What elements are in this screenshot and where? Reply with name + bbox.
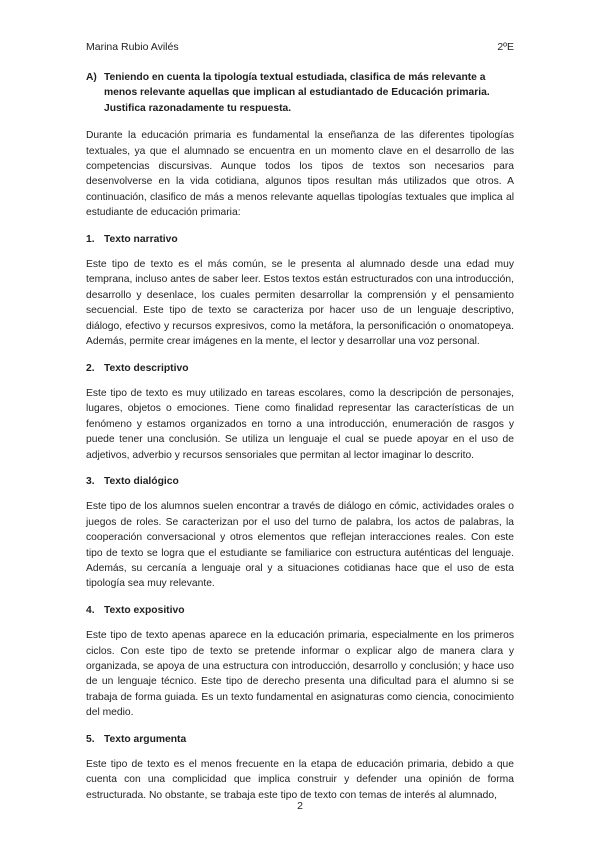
section-number: 5. [86, 733, 95, 745]
section-body-descriptivo: Este tipo de texto es muy utilizado en tareas escolares, como la descripción de personajes, lugares, objetos o emociones. Tiene como finalidad representar las características de un fenómeno y estamos organizados en torno a una introducción, enumeración de rasgos y puede tener una conclusión. Se utiliza un lenguaje el cual se puede apoyar en el uso de adjetivos, adverbio y recursos sensoriales que permitan al lector imaginar lo descrito. [86, 387, 514, 461]
section-body-expositivo: Este tipo de texto apenas aparece en la educación primaria, especialmente en los primeros ciclos. Con este tipo de texto se pretende informar o explicar algo de manera clara y organizada, se apoya de una estructura con introducción, desarrollo y conclusión; y hace uso de un lenguaje técnico. Este tipo de derecho presenta una dificultad para el alumno si se trabaja de forma guiada. Es un texto fundamental en asignaturas como ciencia, conocimiento del medio. [86, 630, 514, 719]
section-number: 2. [86, 362, 95, 374]
section-body-narrativo: Este tipo de texto es el más común, se le presenta al alumnado desde una edad muy temprana, incluso antes de saber leer. Estos textos están estructurados con una introducción, desarrollo y desenlace, los cuales permiten desarrollar la comprensión y el pensamiento secuencial. Este tipo de texto se caracteriza por hacer uso de un lenguaje descriptivo, diálogo, efectivo y recursos expresivos, como la metáfora, la personificación o onomatopeya. Además, permite crear imágenes en la mente, el lector y desarrollar una voz personal. [86, 259, 514, 348]
section-title: Texto narrativo [104, 233, 178, 245]
intro-paragraph: Durante la educación primaria es fundamental la enseñanza de las diferentes tipologías textuales, ya que el alumnado se encuentra en un momento clave en el desarrollo de las competencias discursivas. Aunque todos los tipos de textos son necesarios para desenvolverse en la vida cotidiana, algunos tipos resultan más utilizados que otros. A continuación, clasifico de más a menos relevante aquellas tipologías textuales que implica al estudiante de educación primaria: [86, 130, 514, 219]
section-body-dialogico: Este tipo de los alumnos suelen encontrar a través de diálogo en cómic, actividades orales o juegos de roles. Se caracterizan por el uso del turno de palabra, los actos de palabras, la cooperación conversacional y otros elementos que reflejan interacciones reales. Con este tipo de texto se logra que el estudiante se familiarice con estructura auténticas del lenguaje. Además, su cercanía a lenguaje oral y a situaciones cotidianas hace que el uso de esta tipología sea muy relevante. [86, 501, 514, 590]
page-number: 2 [297, 800, 303, 812]
course-label: 2ºE [497, 41, 514, 53]
page-header [86, 41, 514, 53]
section-number: 1. [86, 233, 95, 245]
task-label: A) [86, 72, 97, 83]
section-heading-narrativo [86, 232, 514, 247]
section-number: 3. [86, 475, 95, 487]
author-name: Marina Rubio Avilés [86, 41, 179, 53]
task-text: Teniendo en cuenta la tipología textual estudiada, clasifica de más relevante a menos relevante aquellas que implican al estudiantado de Educación primaria. Justifica razonadamente tu respuesta. [104, 72, 490, 114]
document-body [86, 70, 514, 814]
section-title: Texto argumenta [104, 733, 187, 745]
task-prompt [86, 70, 514, 116]
section-title: Texto descriptivo [104, 362, 189, 374]
section-heading-expositivo [86, 603, 514, 618]
section-heading-dialogico [86, 474, 514, 489]
section-body-argumenta: Este tipo de texto es el menos frecuente en la etapa de educación primaria, debido a que cuenta con una complicidad que implica construir y defender una opinión de forma estructurada. No obstante, se trabaja este tipo de texto con temas de interés al alumnado, [86, 759, 514, 801]
section-title: Texto expositivo [104, 604, 185, 616]
section-number: 4. [86, 604, 95, 616]
section-heading-argumenta [86, 732, 514, 747]
section-heading-descriptivo [86, 361, 514, 376]
section-title: Texto dialógico [104, 475, 179, 487]
